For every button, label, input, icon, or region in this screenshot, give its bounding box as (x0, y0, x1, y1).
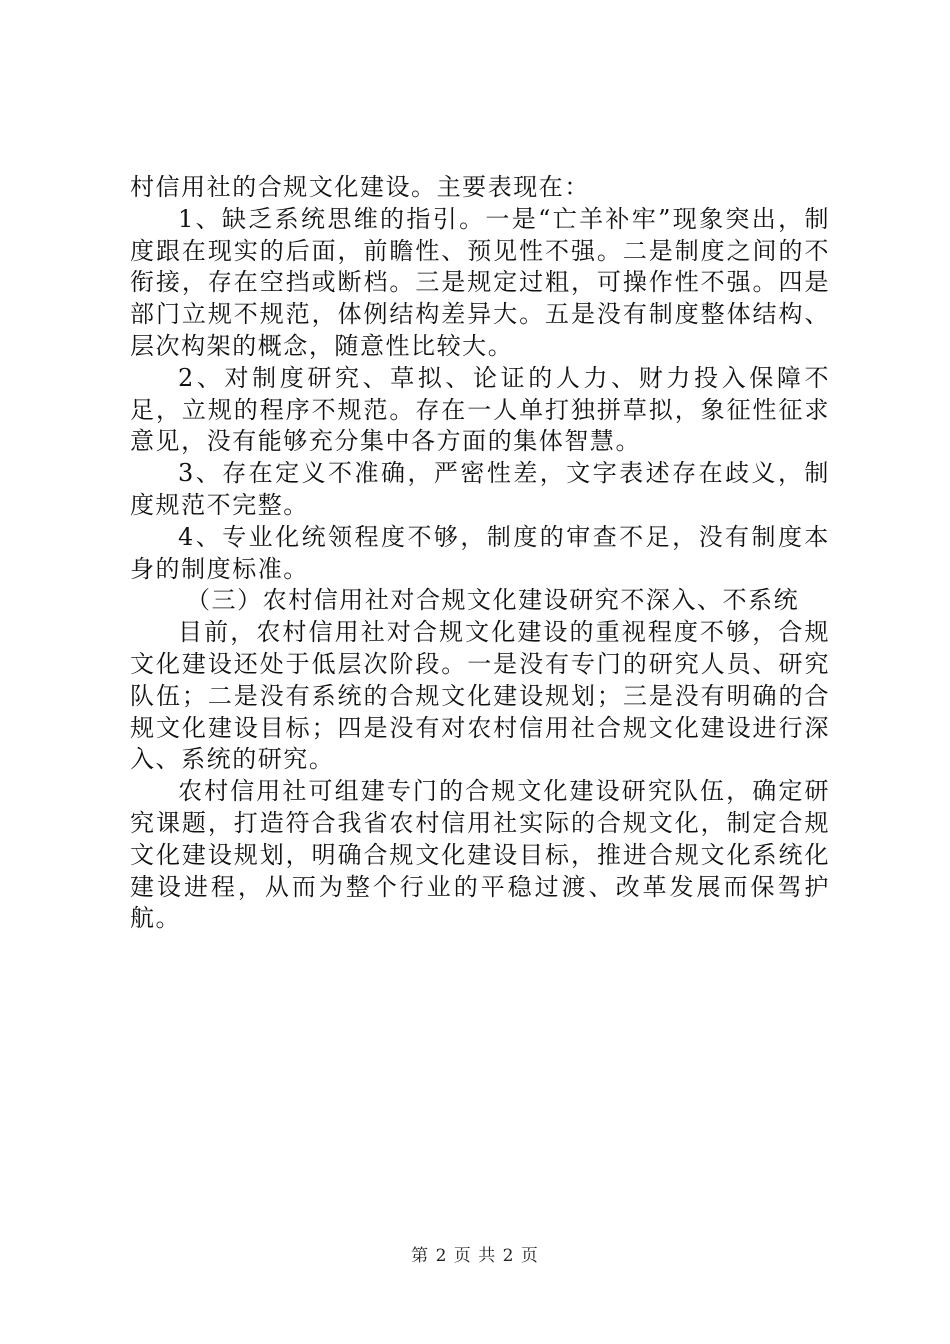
page-number-footer: 第 2 页 共 2 页 (411, 1246, 539, 1266)
paragraph-item-3: 3、存在定义不准确，严密性差，文字表述存在歧义，制度规范不完整。 (130, 459, 830, 519)
paragraph-continuation: 村信用社的合规文化建设。主要表现在： (130, 173, 590, 201)
paragraph-item-2: 2、对制度研究、草拟、论证的人力、财力投入保障不足，立规的程序不规范。存在一人单打独拼草拟，象征性征求意见，没有能够充分集中各方面的集体智慧。 (130, 363, 830, 456)
paragraph-item-4: 4、专业化统领程度不够，制度的审查不足，没有制度本身的制度标准。 (130, 522, 830, 583)
section-heading: （三）农村信用社对合规文化建设研究不深入、不系统 (186, 586, 800, 615)
document-body (130, 172, 830, 935)
paragraph-recommendation: 农村信用社可组建专门的合规文化建设研究队伍，确定研究课题，打造符合我省农村信用社实际的合规文化，制定合规文化建设规划，明确合规文化建设目标，推进合规文化系统化建设进程，从而为整个行业的平稳过渡、改革发展而保驾护航。 (130, 777, 830, 933)
paragraph-item-1: 1、缺乏系统思维的指引。一是“亡羊补牢”现象突出，制度跟在现实的后面，前瞻性、预见性不强。二是制度之间的不衔接，存在空挡或断档。三是规定过粗，可操作性不强。四是部门立规不规范，体例结构差异大。五是没有制度整体结构、层次构架的概念，随意性比较大。 (130, 204, 830, 360)
paragraph-current-status: 目前，农村信用社对合规文化建设的重视程度不够，合规文化建设还处于低层次阶段。一是没有专门的研究人员、研究队伍；二是没有系统的合规文化建设规划；三是没有明确的合规文化建设目标；四是没有对农村信用社合规文化建设进行深入、系统的研究。 (130, 618, 830, 774)
